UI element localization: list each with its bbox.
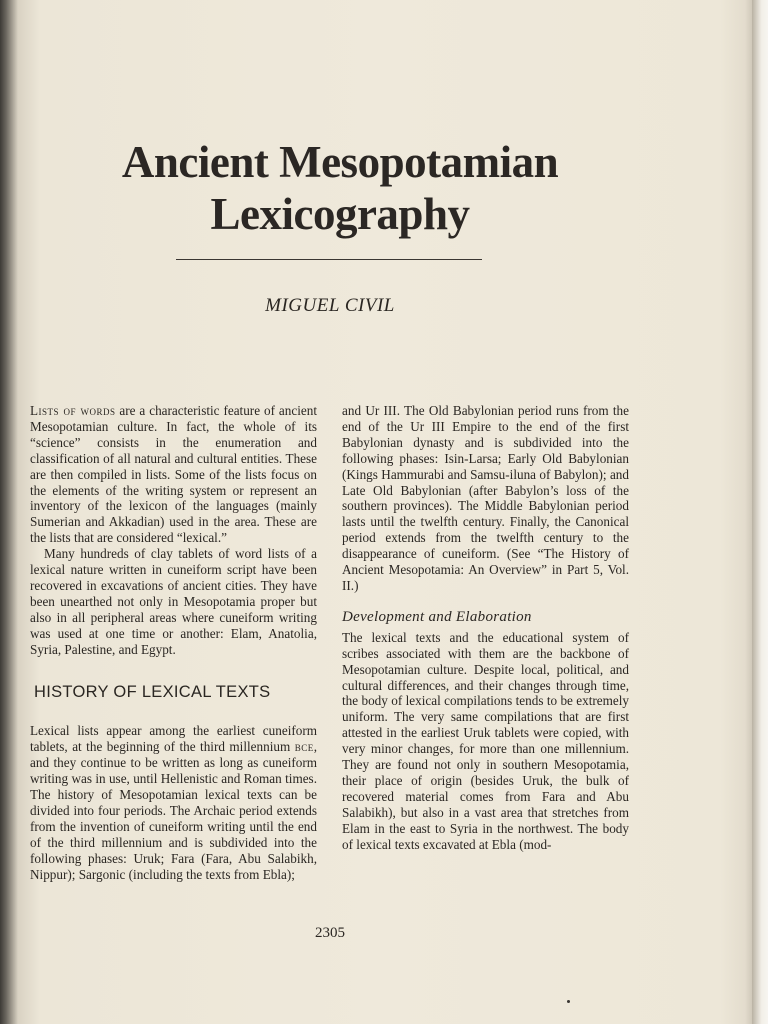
title-line-2: Lexicography — [210, 189, 470, 239]
history-text-a: Lexical lists appear among the earliest cuneiform tablets, at the beginning of the third millennium — [30, 723, 317, 755]
subsection-heading: Development and Elaboration — [342, 608, 532, 625]
title-rule — [176, 259, 482, 260]
bce-abbrev: bce — [294, 739, 314, 755]
author-name: MIGUEL CIVIL — [265, 295, 395, 316]
page-number: 2305 — [315, 925, 345, 941]
page-edge — [752, 0, 768, 1024]
article-title — [60, 136, 620, 240]
history-paragraph-continued: and Ur III. The Old Babylonian period runs from the end of the Ur III Empire to the end of the first Babylonian dynasty and is subdivided into the following phases: Isin-Larsa; Early Old Babylonian (Kings Hammurabi and Samsu-iluna of Babylon); and Late Old Babylonian (after Babylon’s loss of the southern provinces). The Middle Babylonian period lasts until the twelfth century. Finally, the Canonical period extends from the twelfth century to the disappearance of cuneiform. (See “The History of Ancient Mesopotamia: An Overview” in Part 5, Vol. II.) — [342, 403, 629, 593]
intro-paragraph-2: Many hundreds of clay tablets of word lists of a lexical nature written in cuneiform script have been recovered in excavations of ancient cities. They have been unearthed not only in Mesopotamia proper but also in all peripheral areas where cuneiform writing was used at one time or another: Elam, Anatolia, Syria, Palestine, and Egypt. — [30, 546, 317, 657]
history-text-b: , and they continue to be written as long as cuneiform writing was in use, until Hellenistic and Roman times. The history of Mesopotamian lexical texts can be divided into four periods. The Archaic period extends from the invention of cuneiform writing until the end of the third millennium and is subdivided into the following phases: Uruk; Fara (Fara, Abu Salabikh, Nippur); Sargonic (including the texts from Ebla); — [30, 739, 317, 882]
intro-paragraph-1-text: are a characteristic feature of ancient Mesopotamian culture. In fact, the whole of its “science” consists in the enumeration and classification of all natural and cultural entities. These are then compiled in lists. Some of the lists focus on the elements of the writing system or represent an inventory of the lexicon of the languages (mainly Sumerian and Akkadian) used in the area. These are the lists that are considered “lexical.” — [30, 403, 317, 546]
section-heading: HISTORY OF LEXICAL TEXTS — [34, 682, 271, 701]
title-line-1: Ancient Mesopotamian — [121, 137, 559, 187]
development-paragraph: The lexical texts and the educational system of scribes associated with them are the backbone of Mesopotamian culture. Despite local, political, and cultural differences, and their changes through time, the body of lexical compilations tends to be extremely uniform. The very same compilations that are first attested in the earliest Uruk tablets were copied, with very minor changes, for more than one millennium. They are found not only in southern Mesopotamia, their place of origin (besides Uruk, the bulk of recovered material comes from Fara and Abu Salabikh), but also in a vast area that stretches from Elam in the east to Syria in the northwest. The body of lexical texts excavated at Ebla (mod- — [342, 629, 629, 852]
lead-words: Lists of words — [30, 403, 116, 418]
column-right — [342, 403, 629, 852]
history-paragraph — [30, 723, 317, 882]
column-left — [30, 403, 317, 882]
page-speck — [567, 1000, 570, 1003]
intro-paragraph-1 — [30, 403, 317, 546]
